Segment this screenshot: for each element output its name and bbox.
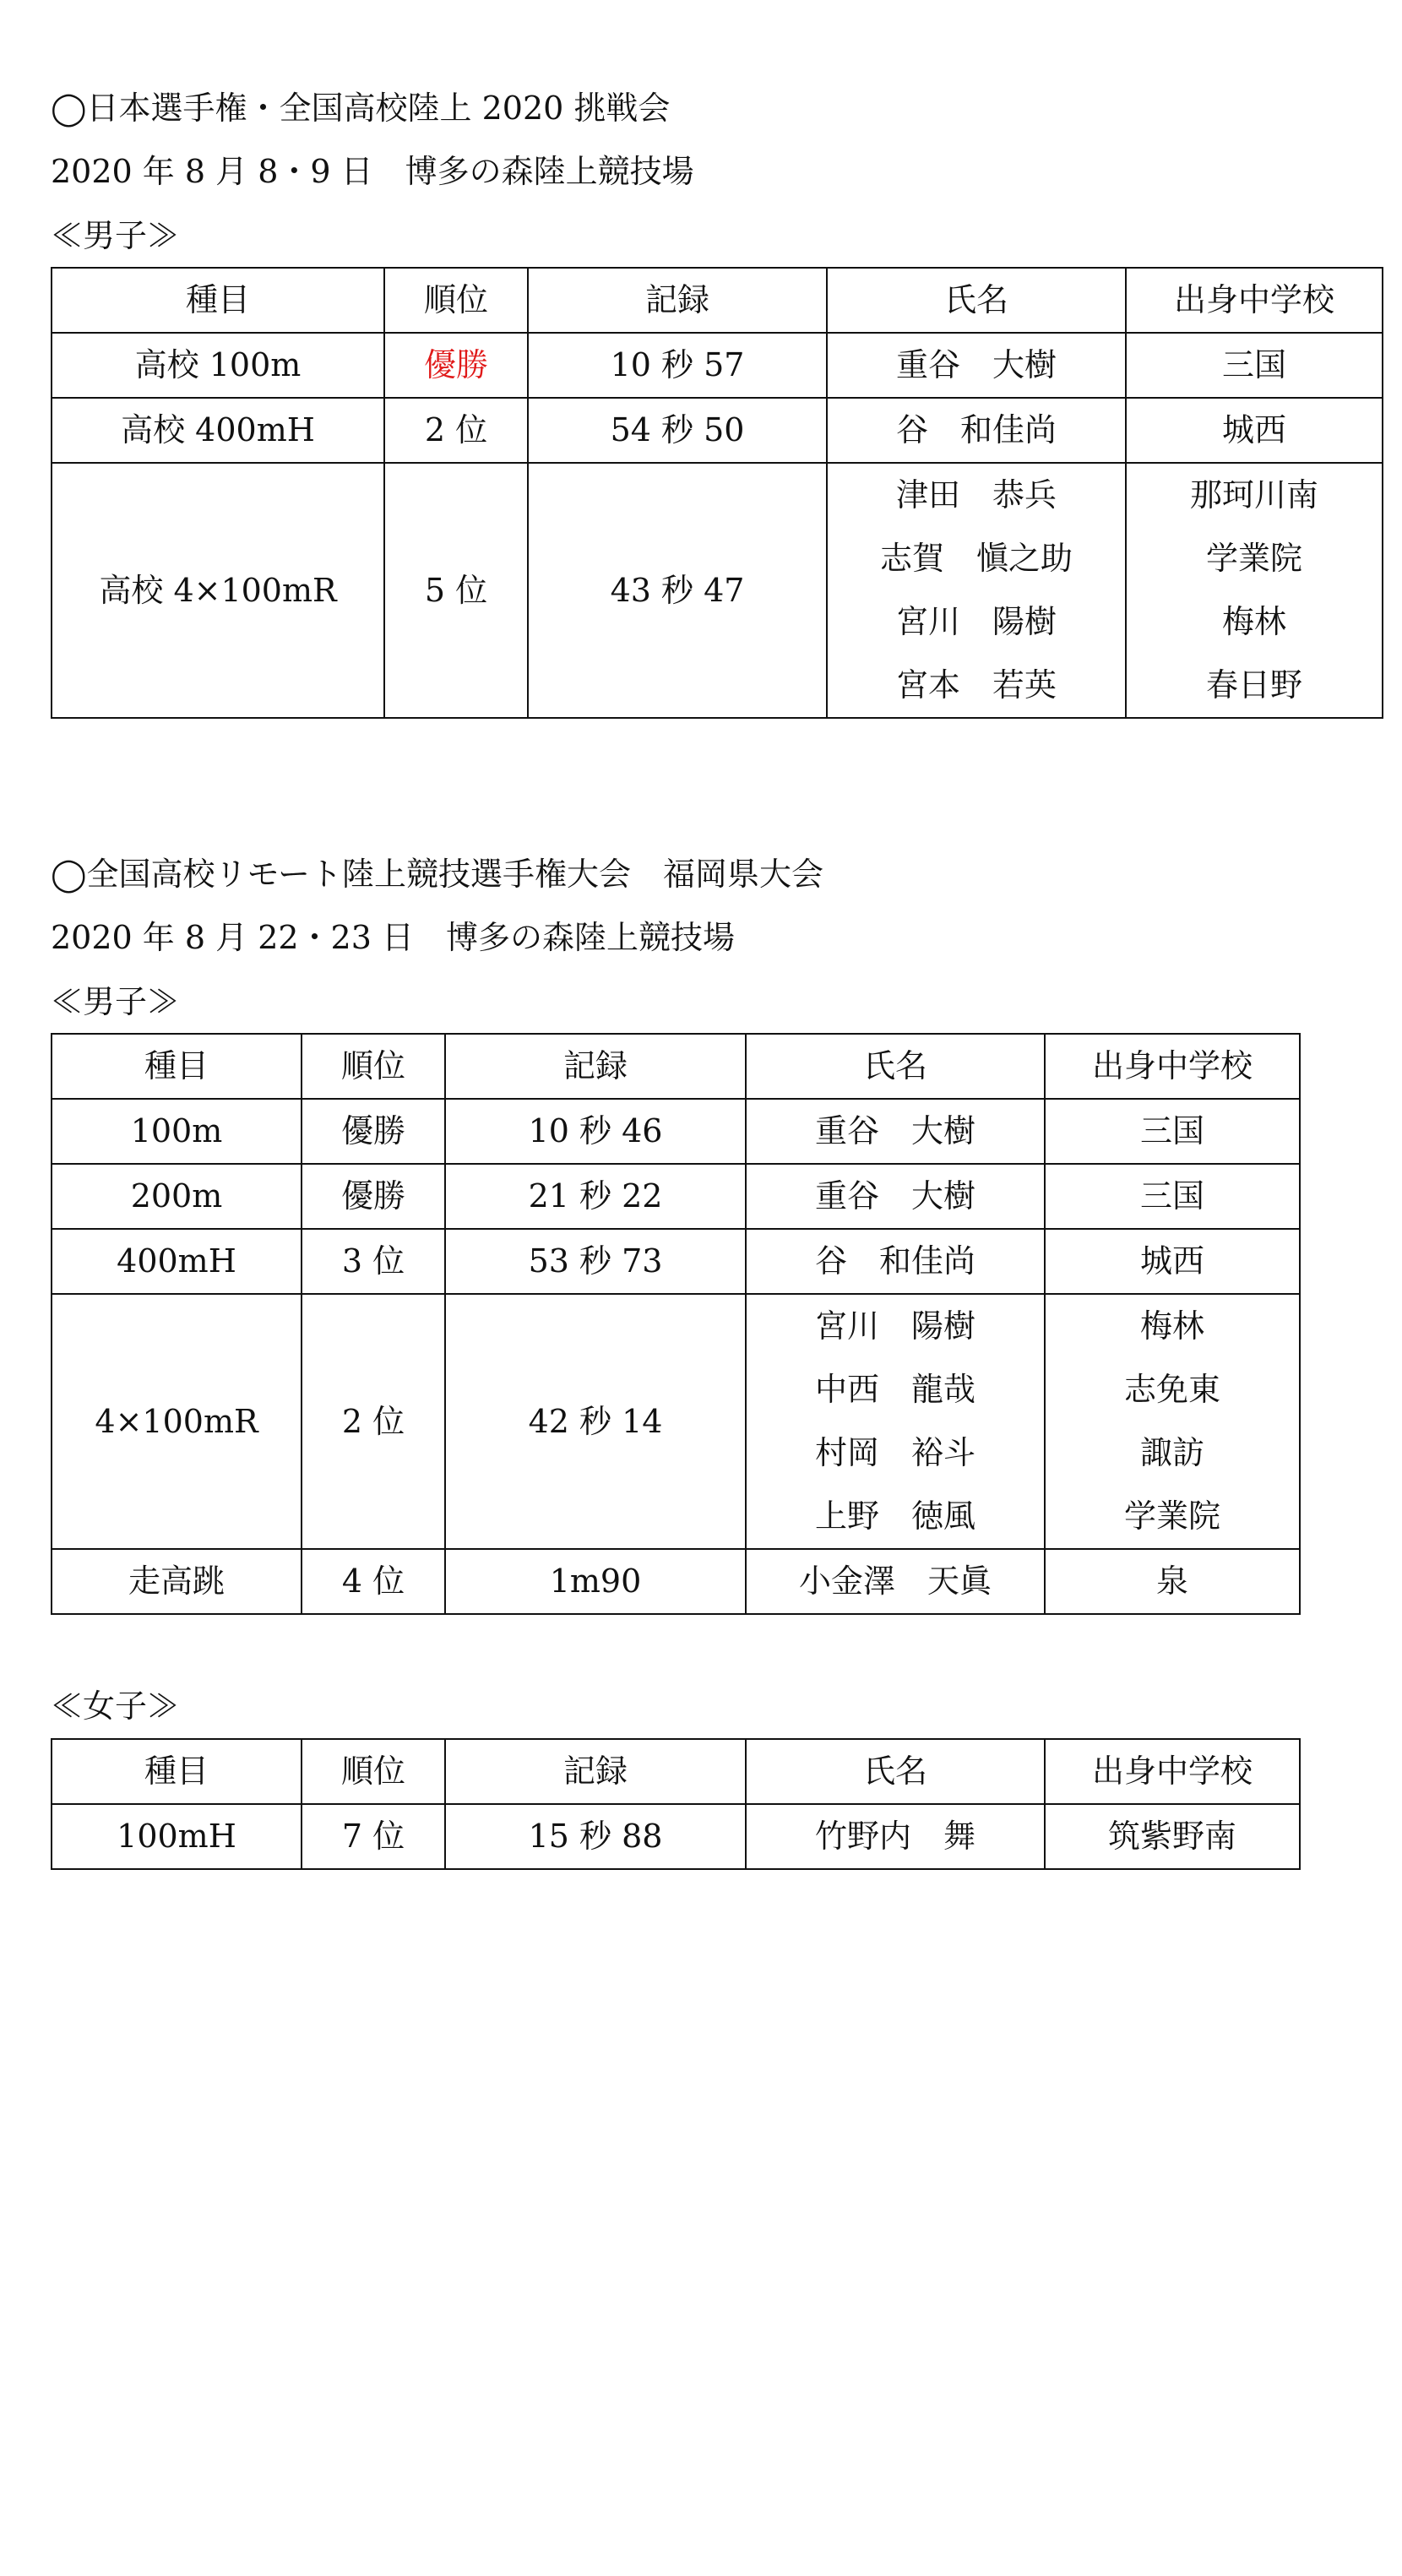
record-cell: 10 秒 46 [445,1099,746,1164]
section2-category-men: ≪男子≫ [51,983,180,1020]
record-cell: 54 秒 50 [528,398,827,463]
header-name: 氏名 [746,1034,1045,1099]
school-cell: 筑紫野南 [1045,1804,1300,1869]
table-row [52,1229,1300,1294]
event-cell: 4×100mR [52,1294,302,1549]
rank-cell: 優勝 [302,1164,445,1229]
rank-cell: 優勝 [302,1099,445,1164]
school-cell: 城西 [1045,1229,1300,1294]
rank-cell: 5 位 [384,463,528,718]
rank-cell-highlight: 優勝 [384,333,528,398]
section1-title: ◯日本選手権・全国高校陸上 2020 挑戦会 [51,90,671,127]
rank-cell: 2 位 [302,1294,445,1549]
name-cell: 重谷 大樹 [827,333,1126,398]
record-cell: 10 秒 57 [528,333,827,398]
record-cell: 21 秒 22 [445,1164,746,1229]
header-record: 記録 [528,268,827,333]
name-line: 中西 龍哉 [814,1371,975,1408]
header-rank: 順位 [384,268,528,333]
header-event: 種目 [52,1034,302,1099]
header-record: 記録 [445,1739,746,1804]
school-line: 梅林 [1139,1307,1204,1345]
header-school: 出身中学校 [1045,1034,1300,1099]
school-cell: 三国 [1126,333,1383,398]
record-cell: 53 秒 73 [445,1229,746,1294]
name-line: 津田 恭兵 [895,476,1057,514]
name-cell: 重谷 大樹 [746,1099,1045,1164]
table-row [52,1164,1300,1229]
school-line: 学業院 [1123,1497,1220,1535]
record-cell: 43 秒 47 [528,463,827,718]
school-cell: 城西 [1126,398,1383,463]
rank-cell: 3 位 [302,1229,445,1294]
school-cell: 泉 [1045,1549,1300,1614]
names-cell [827,463,1126,718]
section2-women-results-table [51,1738,1301,1870]
rank-cell: 4 位 [302,1549,445,1614]
rank-cell: 2 位 [384,398,528,463]
header-event: 種目 [52,268,384,333]
name-line: 宮川 陽樹 [814,1307,975,1345]
school-cell: 三国 [1045,1164,1300,1229]
event-cell: 走高跳 [52,1549,302,1614]
schools-cell [1126,463,1383,718]
header-event: 種目 [52,1739,302,1804]
header-rank: 順位 [302,1739,445,1804]
section2-date-venue: 2020 年 8 月 22・23 日 博多の森陸上競技場 [51,919,735,956]
header-name: 氏名 [746,1739,1045,1804]
header-rank: 順位 [302,1034,445,1099]
name-line: 村岡 裕斗 [814,1434,975,1471]
name-cell: 重谷 大樹 [746,1164,1045,1229]
name-line: 上野 徳風 [814,1497,975,1535]
record-cell: 42 秒 14 [445,1294,746,1549]
event-cell: 高校 100m [52,333,384,398]
name-cell: 小金澤 天眞 [746,1549,1045,1614]
table-header-row [52,268,1383,333]
section2-category-women: ≪女子≫ [51,1687,180,1725]
name-cell: 谷 和佳尚 [827,398,1126,463]
school-line: 諏訪 [1139,1434,1204,1471]
event-cell: 400mH [52,1229,302,1294]
record-cell: 15 秒 88 [445,1804,746,1869]
name-cell: 谷 和佳尚 [746,1229,1045,1294]
school-line: 梅林 [1221,603,1286,640]
section2-title: ◯全国高校リモート陸上競技選手権大会 福岡県大会 [51,856,824,893]
table-header-row [52,1034,1300,1099]
section1-results-table [51,267,1383,719]
table-row [52,1549,1300,1614]
rank-cell: 7 位 [302,1804,445,1869]
name-line: 志賀 愼之助 [879,540,1073,577]
name-cell: 竹野内 舞 [746,1804,1045,1869]
school-line: 学業院 [1205,540,1302,577]
schools-cell [1045,1294,1300,1549]
section2-men-results-table [51,1033,1301,1615]
table-row [52,333,1383,398]
event-cell: 高校 4×100mR [52,463,384,718]
table-row [52,1099,1300,1164]
table-row [52,1294,1300,1549]
name-line: 宮川 陽樹 [895,603,1057,640]
event-cell: 200m [52,1164,302,1229]
section1-category-men: ≪男子≫ [51,217,180,254]
event-cell: 100mH [52,1804,302,1869]
table-row [52,463,1383,718]
table-row [52,1804,1300,1869]
school-cell: 三国 [1045,1099,1300,1164]
school-line: 春日野 [1205,666,1302,704]
header-name: 氏名 [827,268,1126,333]
section1-date-venue: 2020 年 8 月 8・9 日 博多の森陸上競技場 [51,153,694,190]
school-line: 那珂川南 [1189,476,1318,514]
name-line: 宮本 若英 [895,666,1057,704]
table-header-row [52,1739,1300,1804]
header-school: 出身中学校 [1045,1739,1300,1804]
record-cell: 1m90 [445,1549,746,1614]
header-record: 記録 [445,1034,746,1099]
header-school: 出身中学校 [1126,268,1383,333]
table-row [52,398,1383,463]
names-cell [746,1294,1045,1549]
event-cell: 高校 400mH [52,398,384,463]
school-line: 志免東 [1123,1371,1220,1408]
event-cell: 100m [52,1099,302,1164]
